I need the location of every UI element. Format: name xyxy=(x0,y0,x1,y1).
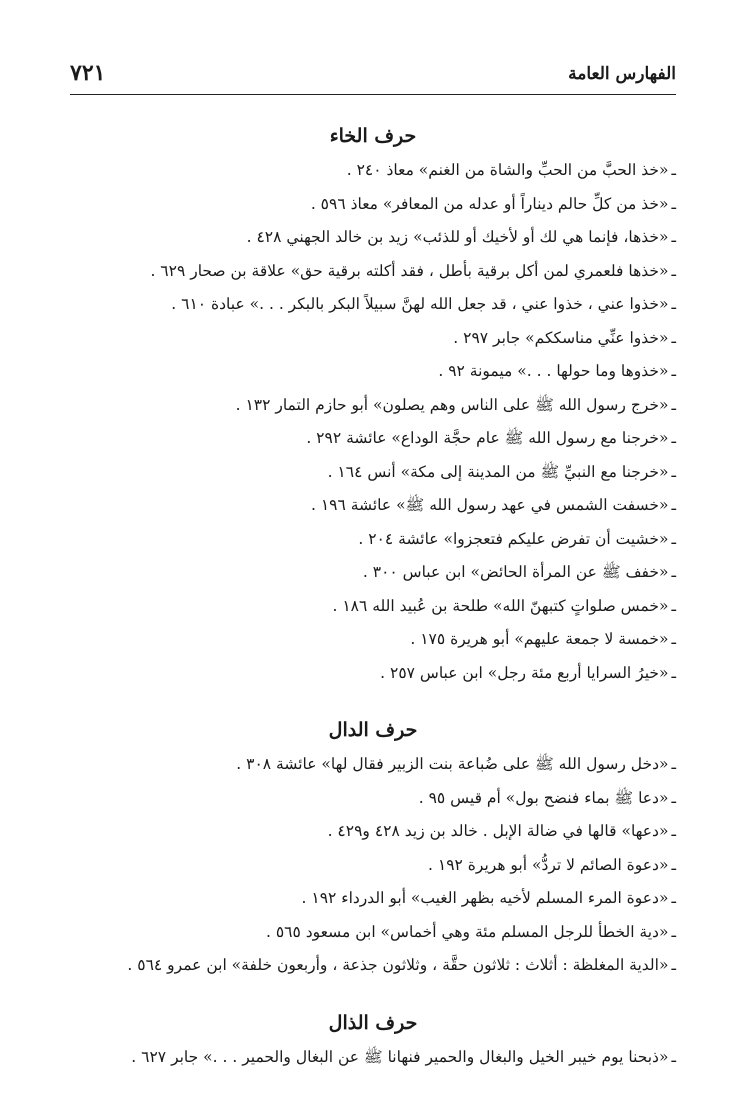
index-entry: ـ«خرج رسول الله ﷺ على الناس وهم يصلون» أبو حازم التمار ١٣٢ . xyxy=(235,395,676,414)
page-header xyxy=(70,60,676,95)
page-number: ٧٢١ xyxy=(70,60,106,86)
index-entry: ـ«خيرُ السرايا أربع مئة رجل» ابن عباس ٢٥٧ . xyxy=(380,663,676,682)
index-entry: ـ«خذوا عنِّي مناسككم» جابر ٢٩٧ . xyxy=(453,328,676,347)
index-entry: ـ«خذها فلعمري لمن أكل برقية بأطل ، فقد أكلته برقية حق» علاقة بن صحار ٦٢٩ . xyxy=(150,261,676,280)
index-entry: ـ«خرجنا مع رسول الله ﷺ عام حجَّة الوداع» عائشة ٢٩٢ . xyxy=(306,429,676,447)
index-entry: ـ«خشيت أن تفرض عليكم فتعجزوا» عائشة ٢٠٤ . xyxy=(358,529,676,548)
section-heading-dhal: حرف الذال xyxy=(328,1011,418,1034)
running-title: الفهارس العامة xyxy=(568,64,676,84)
index-entry: ـ«دخل رسول الله ﷺ على ضُباعة بنت الزبير فقال لها» عائشة ٣٠٨ . xyxy=(236,755,676,773)
index-entry: ـ«خمس صلواتٍ كتبهنّ الله» طلحة بن عُبيد الله ١٨٦ . xyxy=(332,596,676,615)
index-entry: ـ«خذ من كلِّ حالم ديناراً أو عدله من المعافر» معاذ ٥٩٦ . xyxy=(310,194,676,213)
index-entry: ـ«دعا ﷺ بماء فنضح بول» أم قيس ٩٥ . xyxy=(418,788,676,807)
section-dhal-entries xyxy=(70,1041,676,1075)
index-entry: ـ«خذوها وما حولها . . .» ميمونة ٩٢ . xyxy=(438,362,676,380)
index-entry: ـ«خذها، فإنما هي لك أو لأخيك أو للذئب» زيد بن خالد الجهني ٤٢٨ . xyxy=(246,228,676,246)
index-entry: ـ«الدية المغلظة : أثلاث : ثلاثون حقَّة ، وثلاثون جذعة ، وأربعون خلفة» ابن عمرو ٥٦٤ . xyxy=(127,956,676,974)
index-entry: ـ«ذبحنا يوم خيبر الخيل والبغال والحمير فنهانا ﷺ عن البغال والحمير . . .» جابر ٦٢٧ . xyxy=(131,1047,676,1066)
index-entry: ـ«دعها» قالها في ضالة الإبل . خالد بن زيد ٤٢٨ و٤٢٩ . xyxy=(327,822,676,840)
section-heading-dal: حرف الدال xyxy=(328,719,418,741)
section-khaa-entries xyxy=(70,154,676,690)
index-entry: ـ«خمسة لا جمعة عليهم» أبو هريرة ١٧٥ . xyxy=(410,630,676,648)
section-dal-entries xyxy=(70,748,676,983)
section-heading-khaa: حرف الخاء xyxy=(329,125,417,147)
index-entry: ـ«خذ الحبَّ من الحبِّ والشاة من الغنم» معاذ ٢٤٠ . xyxy=(346,161,676,179)
index-entry: ـ«خسفت الشمس في عهد رسول الله ﷺ» عائشة ١٩٦ . xyxy=(310,496,676,514)
index-entry: ـ«خرجنا مع النبيِّ ﷺ من المدينة إلى مكة» أنس ١٦٤ . xyxy=(327,462,676,481)
index-entry: ـ«دية الخطأ للرجل المسلم مئة وهي أخماس» ابن مسعود ٥٦٥ . xyxy=(266,922,676,941)
index-entry: ـ«دعوة المرء المسلم لأخيه بظهر الغيب» أبو الدرداء ١٩٢ . xyxy=(301,889,676,907)
index-entry: ـ«خذوا عني ، خذوا عني ، قد جعل الله لهنَّ سبيلاً البكر بالبكر . . .» عبادة ٦١٠ . xyxy=(171,295,676,313)
index-entry: ـ«دعوة الصائم لا تردُّ» أبو هريرة ١٩٢ . xyxy=(428,855,676,874)
index-content xyxy=(70,118,676,1074)
index-entry: ـ«خفف ﷺ عن المرأة الحائض» ابن عباس ٣٠٠ . xyxy=(362,563,676,581)
